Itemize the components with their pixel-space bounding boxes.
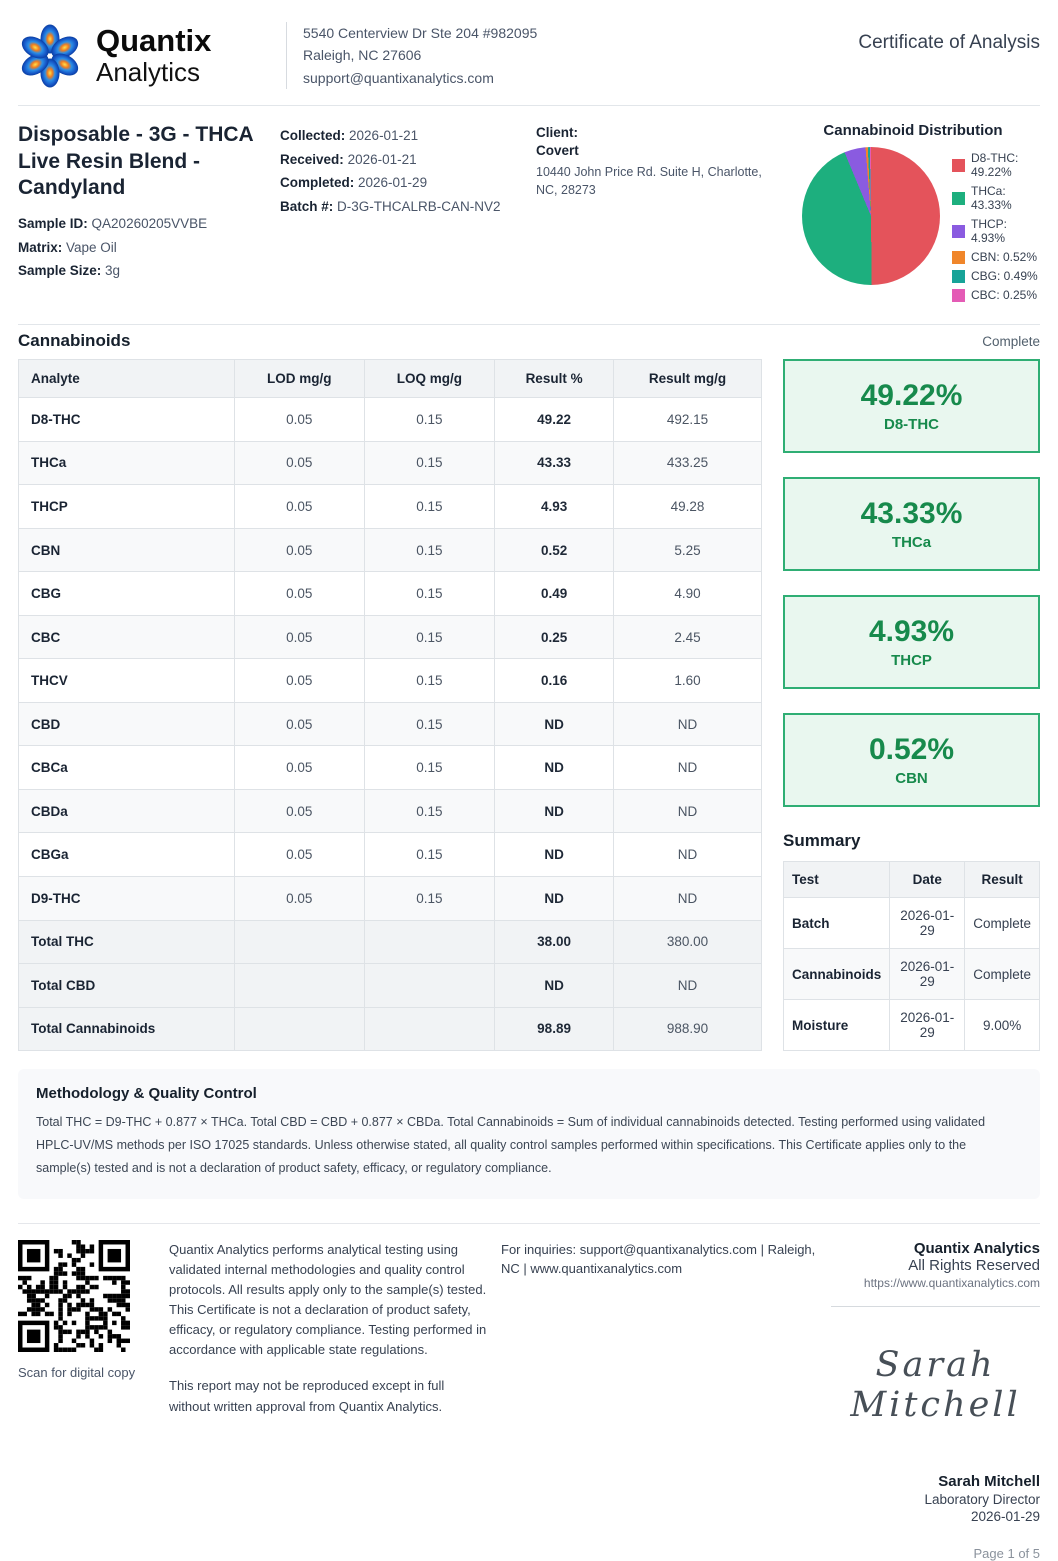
lab-address-email: support@quantixanalytics.com <box>303 69 494 86</box>
result-mgg-cell: ND <box>613 877 761 921</box>
result-pct-cell: 0.49 <box>495 572 614 616</box>
loq-cell: 0.15 <box>364 528 495 572</box>
legend-label: CBN: 0.52% <box>971 250 1038 265</box>
quantix-flower-logo-icon <box>18 24 82 88</box>
highlight-label: CBN <box>895 770 928 788</box>
summary-table <box>783 861 1040 1051</box>
result-mgg-cell: 2.45 <box>613 615 761 659</box>
total-row <box>19 964 762 1008</box>
matrix-label: Matrix: <box>18 239 63 255</box>
result-pct-cell: ND <box>495 702 614 746</box>
col-result: Result <box>965 862 1040 898</box>
highlight-value: 49.22% <box>860 379 963 413</box>
footer-right-block <box>831 1240 1040 1561</box>
company-url: https://www.quantixanalytics.com <box>863 1275 1040 1290</box>
pie-chart <box>786 147 1040 302</box>
legend-swatch <box>952 289 965 302</box>
loq-cell: 0.15 <box>364 833 495 877</box>
date-cell: 2026-01-29 <box>890 898 965 949</box>
collected-value: 2026-01-21 <box>349 128 419 144</box>
legend-swatch <box>952 270 965 283</box>
lod-cell: 0.05 <box>235 398 365 442</box>
reproduction-notice: This report may not be reproduced except in full without written approval from Quantix Analytics. <box>169 1378 445 1414</box>
result-cell: Complete <box>965 898 1040 949</box>
received-row <box>280 148 536 172</box>
completed-value: 2026-01-29 <box>358 175 428 191</box>
highlight-value: 4.93% <box>868 615 955 649</box>
highlight-label: THCP <box>891 652 932 670</box>
sample-size-value: 3g <box>105 263 121 279</box>
lod-cell: 0.05 <box>235 833 365 877</box>
date-cell: 2026-01-29 <box>890 1000 965 1051</box>
methodology-body: Total THC = D9-THC + 0.877 × THCa. Total CBD = CBD + 0.877 × CBDa. Total Cannabinoids = Sum of individual cannabinoids detected. Testing performed using validated HPLC-UV/MS methods per ISO 17025 standards. Unless otherwise stated, all quality control samples performed within specifications. This Certificate applies only to the sample(s) tested and is not a declaration of product safety, efficacy, or regulatory compliance. <box>36 1115 986 1176</box>
col-result-pct: Result % <box>495 360 614 398</box>
result-mgg-cell: ND <box>613 789 761 833</box>
legend-item <box>952 250 1040 264</box>
collected-row <box>280 124 536 148</box>
total-row <box>19 920 762 964</box>
table-row <box>19 615 762 659</box>
test-cell: Batch <box>784 898 890 949</box>
analyte-cell: CBGa <box>19 833 235 877</box>
loq-cell: 0.15 <box>364 441 495 485</box>
divider <box>18 324 1040 325</box>
summary-title: Summary <box>783 831 861 851</box>
table-header-row <box>19 360 762 398</box>
highlight-box <box>783 595 1040 689</box>
highlight-label: THCa <box>891 534 932 552</box>
result-pct-cell: ND <box>495 964 614 1008</box>
results-right-column <box>783 359 1040 1051</box>
loq-cell <box>364 1007 495 1051</box>
legend-label: THCP: 4.93% <box>971 217 1007 246</box>
signature-script: Sarah Mitchell <box>850 1344 1021 1425</box>
analyte-cell: CBC <box>19 615 235 659</box>
analyte-cell: CBN <box>19 528 235 572</box>
col-analyte: Analyte <box>19 360 235 398</box>
table-row <box>19 877 762 921</box>
analyte-cell: CBDa <box>19 789 235 833</box>
client-block <box>536 122 786 302</box>
analyte-cell: THCP <box>19 485 235 529</box>
lod-cell: 0.05 <box>235 441 365 485</box>
section-status: Complete <box>982 334 1040 350</box>
analyte-cell: CBCa <box>19 746 235 790</box>
client-label: Client: <box>536 125 578 141</box>
analyte-cell: Total Cannabinoids <box>19 1007 235 1051</box>
table-row <box>19 572 762 616</box>
inquiries-text: For inquiries: support@quantixanalytics.com | Raleigh, NC | www.quantixanalytics.com <box>501 1241 816 1277</box>
methodology-title: Methodology & Quality Control <box>36 1085 257 1103</box>
cannabinoids-section <box>18 331 1040 1051</box>
sample-id-row <box>18 212 280 236</box>
result-cell: Complete <box>965 949 1040 1000</box>
header-divider <box>286 22 287 89</box>
table-row <box>19 746 762 790</box>
col-lod: LOD mg/g <box>235 360 365 398</box>
result-pct-cell: ND <box>495 833 614 877</box>
loq-cell: 0.15 <box>364 877 495 921</box>
result-pct-cell: 4.93 <box>495 485 614 529</box>
result-pct-cell: 0.16 <box>495 659 614 703</box>
legend-label: CBG: 0.49% <box>971 269 1038 284</box>
signer-name: Sarah Mitchell <box>938 1472 1040 1490</box>
sample-size-row <box>18 259 280 283</box>
loq-cell: 0.15 <box>364 615 495 659</box>
summary-row <box>784 1000 1040 1051</box>
result-mgg-cell: 49.28 <box>613 485 761 529</box>
received-value: 2026-01-21 <box>347 151 417 167</box>
signer-title: Laboratory Director <box>924 1491 1040 1507</box>
document-title: Certificate of Analysis <box>858 32 1040 53</box>
lod-cell: 0.05 <box>235 659 365 703</box>
loq-cell: 0.15 <box>364 485 495 529</box>
cannabinoids-section-header <box>18 331 1040 351</box>
highlight-boxes <box>783 359 1040 807</box>
legend-swatch <box>952 192 965 205</box>
pie-chart-title: Cannabinoid Distribution <box>823 122 1003 140</box>
result-mgg-cell: 5.25 <box>613 528 761 572</box>
result-mgg-cell: 1.60 <box>613 659 761 703</box>
lod-cell <box>235 1007 365 1051</box>
highlight-box <box>783 359 1040 453</box>
analyte-cell: Total CBD <box>19 964 235 1008</box>
result-pct-cell: 0.52 <box>495 528 614 572</box>
loq-cell: 0.15 <box>364 572 495 616</box>
result-pct-cell: 98.89 <box>495 1007 614 1051</box>
legend-swatch <box>952 225 965 238</box>
result-pct-cell: ND <box>495 877 614 921</box>
loq-cell: 0.15 <box>364 746 495 790</box>
analyte-cell: D9-THC <box>19 877 235 921</box>
legend-label: D8-THC: 49.22% <box>971 151 1019 180</box>
batch-label: Batch #: <box>280 199 334 215</box>
footer <box>18 1224 1040 1561</box>
summary-row <box>784 898 1040 949</box>
completed-label: Completed: <box>280 175 355 191</box>
received-label: Received: <box>280 151 344 167</box>
date-cell: 2026-01-29 <box>890 949 965 1000</box>
cannabinoids-table <box>18 359 762 1051</box>
result-mgg-cell: ND <box>613 746 761 790</box>
legend-item <box>952 269 1040 283</box>
lod-cell: 0.05 <box>235 877 365 921</box>
sample-id-value: QA20260205VVBE <box>91 216 208 232</box>
lab-address-line2: Raleigh, NC 27606 <box>303 47 422 64</box>
result-mgg-cell: ND <box>613 964 761 1008</box>
dates-block <box>280 122 536 302</box>
result-pct-cell: 0.25 <box>495 615 614 659</box>
page-number: Page 1 of 5 <box>973 1545 1040 1561</box>
loq-cell: 0.15 <box>364 702 495 746</box>
table-row <box>19 398 762 442</box>
highlight-box <box>783 477 1040 571</box>
footer-disclaimers <box>169 1240 487 1561</box>
pie-legend <box>952 147 1040 302</box>
table-row <box>19 441 762 485</box>
lod-cell <box>235 964 365 1008</box>
lab-address <box>303 22 858 89</box>
legend-label: CBC: 0.25% <box>971 288 1038 303</box>
legend-item <box>952 151 1040 179</box>
analyte-cell: THCV <box>19 659 235 703</box>
result-pct-cell: 43.33 <box>495 441 614 485</box>
summary-header-row <box>784 862 1040 898</box>
legend-label: THCa: 43.33% <box>971 184 1012 213</box>
distribution-chart-block <box>786 122 1040 302</box>
result-mgg-cell: 433.25 <box>613 441 761 485</box>
highlight-value: 43.33% <box>860 497 963 531</box>
brand-subname: Analytics <box>96 56 201 87</box>
brand <box>18 24 286 88</box>
qr-caption: Scan for digital copy <box>18 1364 136 1380</box>
lod-cell: 0.05 <box>235 746 365 790</box>
brand-name: Quantix <box>96 23 212 58</box>
lod-cell <box>235 920 365 964</box>
result-mgg-cell: 492.15 <box>613 398 761 442</box>
highlight-box <box>783 713 1040 807</box>
lab-address-line1: 5540 Centerview Dr Ste 204 #982095 <box>303 25 538 41</box>
sample-size-label: Sample Size: <box>18 263 102 279</box>
legend-item <box>952 184 1040 212</box>
col-result-mgg: Result mg/g <box>613 360 761 398</box>
methodology-section <box>18 1069 1040 1198</box>
header <box>18 0 1040 105</box>
table-row <box>19 833 762 877</box>
result-pct-cell: ND <box>495 746 614 790</box>
table-row <box>19 702 762 746</box>
disclaimer-text: Quantix Analytics performs analytical testing using validated internal methodologies and quality control protocols. All results apply only to the sample(s) tested. This Certificate is not a declaration of product safety, efficacy, or regulatory compliance. Testing performed in accordance with applicable state regulations. <box>169 1241 487 1358</box>
product-name: Disposable - 3G - THCA Live Resin Blend - Candyland <box>18 123 253 200</box>
analyte-cell: THCa <box>19 441 235 485</box>
result-mgg-cell: 380.00 <box>613 920 761 964</box>
matrix-value: Vape Oil <box>66 239 117 255</box>
footer-company-name: Quantix Analytics <box>913 1239 1040 1257</box>
result-pct-cell: 38.00 <box>495 920 614 964</box>
analyte-cell: D8-THC <box>19 398 235 442</box>
result-mgg-cell: ND <box>613 833 761 877</box>
qr-code <box>18 1240 130 1352</box>
completed-row <box>280 171 536 195</box>
analyte-cell: CBG <box>19 572 235 616</box>
lod-cell: 0.05 <box>235 615 365 659</box>
loq-cell: 0.15 <box>364 659 495 703</box>
cannabinoids-title: Cannabinoids <box>18 331 131 351</box>
product-block <box>18 122 280 302</box>
batch-value: D-3G-THCALRB-CAN-NV2 <box>337 199 501 215</box>
result-mgg-cell: ND <box>613 702 761 746</box>
result-cell: 9.00% <box>965 1000 1040 1051</box>
summary-row <box>784 949 1040 1000</box>
lod-cell: 0.05 <box>235 485 365 529</box>
col-date: Date <box>890 862 965 898</box>
collected-label: Collected: <box>280 128 346 144</box>
col-loq: LOQ mg/g <box>364 360 495 398</box>
result-mgg-cell: 988.90 <box>613 1007 761 1051</box>
total-row <box>19 1007 762 1051</box>
legend-swatch <box>952 251 965 264</box>
table-row <box>19 659 762 703</box>
highlight-label: D8-THC <box>884 416 939 434</box>
table-row <box>19 789 762 833</box>
result-pct-cell: ND <box>495 789 614 833</box>
loq-cell <box>364 964 495 1008</box>
matrix-row <box>18 236 280 260</box>
analyte-cell: CBD <box>19 702 235 746</box>
legend-item <box>952 288 1040 302</box>
table-row <box>19 528 762 572</box>
table-row <box>19 485 762 529</box>
client-name: Covert <box>536 143 579 159</box>
loq-cell: 0.15 <box>364 398 495 442</box>
loq-cell <box>364 920 495 964</box>
test-cell: Cannabinoids <box>784 949 890 1000</box>
analyte-cell: Total THC <box>19 920 235 964</box>
rights-reserved: All Rights Reserved <box>908 1256 1040 1274</box>
legend-item <box>952 217 1040 245</box>
lod-cell: 0.05 <box>235 572 365 616</box>
signature-date: 2026-01-29 <box>970 1508 1040 1524</box>
pie-graphic <box>802 147 940 285</box>
sample-info-band <box>18 106 1040 324</box>
result-mgg-cell: 4.90 <box>613 572 761 616</box>
test-cell: Moisture <box>784 1000 890 1051</box>
legend-swatch <box>952 159 965 172</box>
lod-cell: 0.05 <box>235 789 365 833</box>
signature-divider <box>831 1306 1040 1307</box>
col-test: Test <box>784 862 890 898</box>
lod-cell: 0.05 <box>235 702 365 746</box>
lod-cell: 0.05 <box>235 528 365 572</box>
loq-cell: 0.15 <box>364 789 495 833</box>
result-pct-cell: 49.22 <box>495 398 614 442</box>
client-address: 10440 John Price Rd. Suite H, Charlotte, NC, 28273 <box>536 164 762 197</box>
highlight-value: 0.52% <box>868 733 955 767</box>
batch-row <box>280 195 536 219</box>
sample-id-label: Sample ID: <box>18 216 88 232</box>
